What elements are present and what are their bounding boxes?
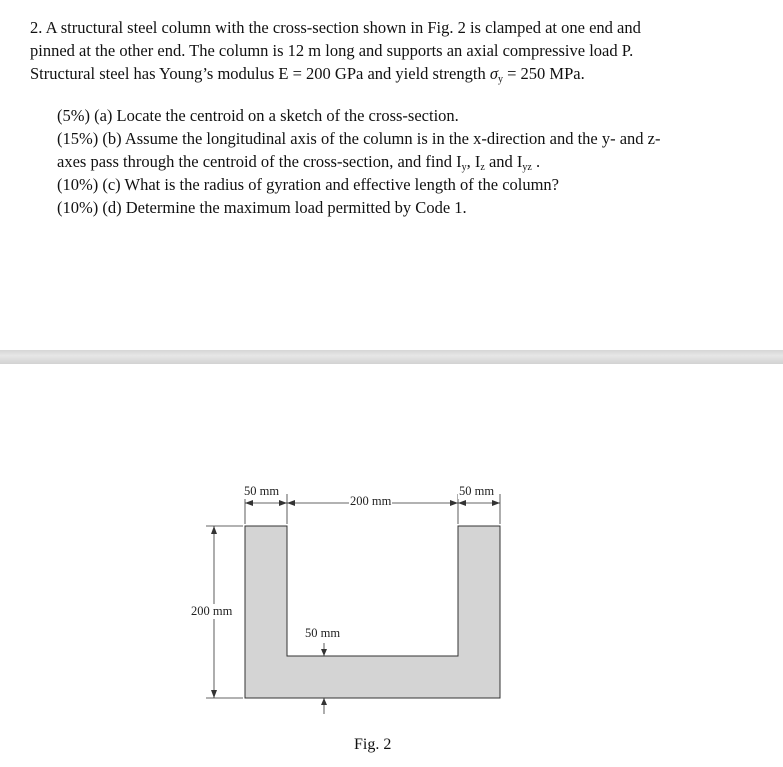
dim-height: 200 mm	[191, 604, 233, 618]
problem-line-3-end: = 250 MPa.	[502, 64, 585, 83]
part-b-sep-2: and I	[484, 152, 523, 171]
part-b-sub-yz: yz	[522, 162, 532, 173]
part-b-sub-y: y	[461, 162, 467, 173]
sigma-symbol: σ	[489, 64, 498, 83]
section-divider	[0, 350, 783, 364]
part-b-sub-z: z	[480, 162, 485, 173]
problem-line-3	[30, 62, 760, 85]
problem-line-3-text: Structural steel has Young’s modulus E = 200 GPa and yield strength	[30, 64, 490, 83]
cross-section-diagram	[0, 364, 783, 767]
problem-line-2: pinned at the other end. The column is 12 m long and supports an axial compressive load P.	[30, 41, 634, 60]
part-a: (5%) (a) Locate the centroid on a sketch of the cross-section.	[57, 106, 459, 125]
figure-2	[0, 364, 783, 767]
part-b-line-1: (15%) (b) Assume the longitudinal axis of the column is in the x-direction and the y- and z-	[57, 129, 661, 148]
dim-web-thickness: 50 mm	[305, 626, 341, 640]
dim-left-flange-width: 50 mm	[244, 484, 280, 498]
problem-statement	[30, 16, 760, 85]
figure-caption: Fig. 2	[354, 736, 392, 753]
sigma-subscript: y	[497, 74, 503, 85]
part-b-end: .	[531, 152, 541, 171]
part-b-sep-1: , I	[466, 152, 481, 171]
part-c: (10%) (c) What is the radius of gyration and effective length of the column?	[57, 175, 560, 194]
u-cross-section	[245, 526, 500, 698]
part-d: (10%) (d) Determine the maximum load permitted by Code 1.	[57, 198, 467, 217]
part-b-text: axes pass through the centroid of the cross-section, and find I	[57, 152, 462, 171]
part-b-line-2	[57, 150, 757, 173]
question-parts	[57, 104, 757, 219]
problem-line-1: 2. A structural steel column with the cross-section shown in Fig. 2 is clamped at one end and	[30, 18, 641, 37]
dim-right-flange-width: 50 mm	[459, 484, 495, 498]
dim-inner-width: 200 mm	[350, 494, 392, 508]
